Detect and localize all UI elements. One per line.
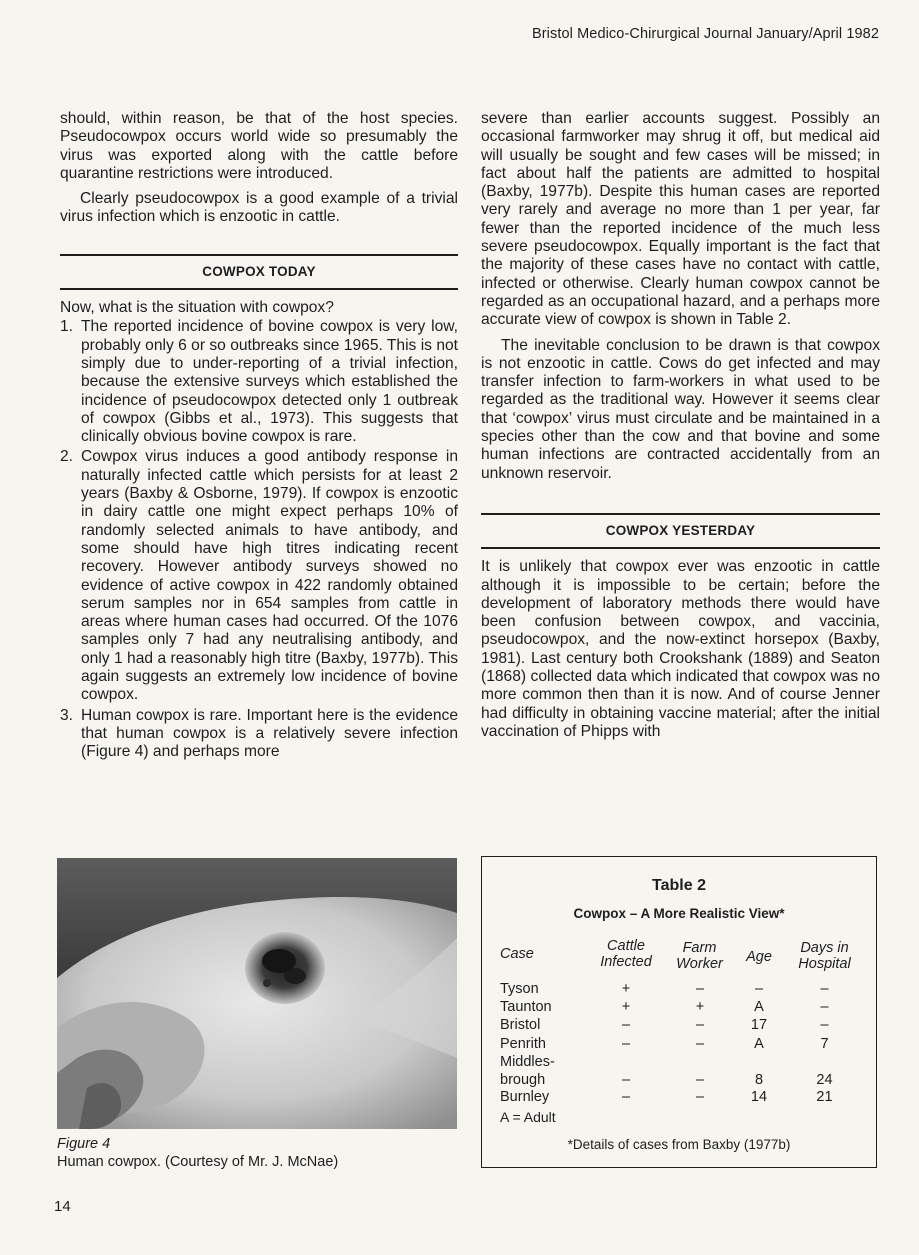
cell-farm-worker: – — [695, 1072, 705, 1088]
list-item — [60, 448, 458, 704]
paragraph: should, within reason, be that of the host species. Pseudocowpox occurs world wide so presumably the virus was exported along with the cattle before quarantine restrictions were introduced. — [60, 110, 458, 182]
figure-caption-text: Human cowpox. (Courtesy of Mr. J. McNae) — [57, 1154, 339, 1170]
cell-age: A — [754, 1036, 764, 1052]
paragraph: The inevitable conclusion to be drawn is that cowpox is not enzootic in cattle. Cows do get infected and may transfer infection to farm-workers in what used to be regarded as the traditional way. However it seems clear that ‘cowpox’ virus must circulate and be maintained in a species other than the cow and that bovine and some human infections are contracted accidentally from an unknown reservoir. — [481, 336, 880, 482]
cell-age: 17 — [750, 1017, 768, 1033]
cell-case: Taunton — [500, 999, 552, 1015]
table-footnote: *Details of cases from Baxby (1977b) — [567, 1137, 791, 1152]
column-header-age: Age — [746, 949, 772, 965]
lesion-photograph — [57, 858, 457, 1129]
cell-farm-worker: – — [695, 1017, 705, 1033]
left-column — [60, 110, 458, 762]
header-line: Infected — [600, 954, 652, 970]
list-text: The reported incidence of bovine cowpox is very low, probably only 6 or so outbreaks since 1965. This is not simply due to under-reporting of a trivial infection, because the extensive surveys which established the incidence of pseudocowpox detected only 1 outbreak of cowpox (Gibbs et al., 1973). This suggests that clinically obvious bovine cowpox is rare. — [81, 318, 458, 446]
cell-cattle-infected: – — [621, 1072, 631, 1088]
cell-cattle-infected: – — [621, 1017, 631, 1033]
paragraph-intro: Now, what is the situation with cowpox? — [60, 299, 334, 317]
cell-farm-worker: – — [695, 1036, 705, 1052]
cell-case: Bristol — [500, 1017, 541, 1033]
paragraph: Clearly pseudocowpox is a good example of a trivial virus infection which is enzootic in cattle. — [60, 190, 458, 226]
cell-case: Burnley — [500, 1089, 550, 1105]
case-line: Middles- — [500, 1054, 555, 1070]
list-number: 2. — [60, 448, 74, 466]
case-line: brough — [500, 1072, 546, 1088]
header-line: Hospital — [798, 956, 851, 972]
figure-caption — [57, 1135, 338, 1171]
cell-days: – — [820, 999, 829, 1015]
table-title: Table 2 — [652, 877, 706, 894]
header-line: Worker — [676, 956, 723, 972]
cell-cattle-infected: + — [621, 999, 631, 1015]
header-line: Days in — [800, 940, 849, 956]
cell-cattle-infected: – — [621, 1036, 631, 1052]
cell-farm-worker: + — [695, 999, 705, 1015]
list-text: Human cowpox is rare. Important here is the evidence that human cowpox is a relatively severe infection (Figure 4) and perhaps more — [81, 706, 458, 761]
list-number: 3. — [60, 706, 74, 724]
cell-days: – — [820, 981, 829, 997]
page-number: 14 — [54, 1198, 71, 1215]
list-number: 1. — [60, 318, 74, 336]
table-2-box — [481, 856, 877, 1168]
cell-cattle-infected: – — [621, 1089, 631, 1105]
section-heading-cowpox-today: COWPOX TODAY — [60, 254, 458, 290]
running-head: Bristol Medico-Chirurgical Journal January/April 1982 — [531, 26, 879, 42]
list-text: Cowpox virus induces a good antibody response in naturally infected cattle which persists for at least 2 years (Baxby & Osborne, 1979). If cowpox is enzootic in dairy cattle one might expect perhaps 10% of randomly selected animals to have antibody, and some should have high titres indicating recent recovery. However antibody surveys showed no evidence of active cowpox in 422 randomly obtained serum samples nor in 654 samples from cattle in areas where human cases had occurred. Of the 1076 samples only 7 had any neutralising antibody, and only 1 had a reasonably high titre (Baxby, 1977b). This again suggests an extremely low incidence of bovine cowpox. — [81, 448, 458, 704]
paragraph: It is unlikely that cowpox ever was enzootic in cattle although it is impossible to be certain; before the development of laboratory methods there would have been confusion between cowpox, and vaccinia, pseudocowpox, and the now-extinct horsepox (Baxby, 1981). Last century both Crookshank (1889) and Seaton (1868) collected data which indicated that cowpox was no more common then than it is now. And of course Jenner had difficulty in obtaining vaccine material; after the initial vaccination of Phipps with — [481, 558, 880, 740]
cell-cattle-infected: + — [621, 981, 631, 997]
header-line: Cattle — [607, 938, 645, 954]
paragraph: severe than earlier accounts suggest. Possibly an occasional farmworker may shrug it off, but medical aid will usually be sought and few cases will be missed; in fact about half the patients are admitted to hospital (Baxby, 1977b). Despite this human cases are reported very rarely and average no more than 1 per year, far fewer than the reported incidence of the much less severe pseudocowpox. Equally important is the fact that the majority of these cases have no contact with cattle, infected or otherwise. Clearly human cowpox cannot be regarded as an occupational hazard, and a perhaps more accurate view of cowpox is shown in Table 2. — [481, 110, 880, 329]
cell-farm-worker: – — [695, 1089, 705, 1105]
cell-days: 21 — [816, 1089, 833, 1105]
header-line: Farm — [682, 940, 717, 956]
figure-label: Figure 4 — [57, 1136, 111, 1152]
cell-age: – — [754, 981, 764, 997]
right-column — [481, 110, 880, 741]
column-header-cattle-infected — [586, 938, 666, 970]
cell-case — [500, 1053, 555, 1089]
column-header-case: Case — [500, 946, 534, 962]
figure-4-photo — [57, 858, 457, 1129]
table-subtitle: Cowpox – A More Realistic View* — [573, 906, 785, 921]
cell-farm-worker: – — [695, 981, 705, 997]
section-heading-cowpox-yesterday: COWPOX YESTERDAY — [481, 513, 880, 549]
cell-case: Tyson — [500, 981, 539, 997]
cell-case: Penrith — [500, 1036, 546, 1052]
cell-days: 24 — [816, 1072, 833, 1088]
numbered-list — [60, 318, 458, 761]
column-header-farm-worker — [662, 940, 737, 972]
cell-age: A — [754, 999, 764, 1015]
cell-days: 7 — [820, 1036, 829, 1052]
cell-days: – — [820, 1017, 829, 1033]
list-item — [60, 707, 458, 762]
table-note: A = Adult — [500, 1109, 556, 1125]
cell-age: 14 — [750, 1089, 768, 1105]
list-item — [60, 318, 458, 446]
column-header-days-in-hospital — [782, 940, 867, 972]
cell-age: 8 — [754, 1072, 764, 1088]
